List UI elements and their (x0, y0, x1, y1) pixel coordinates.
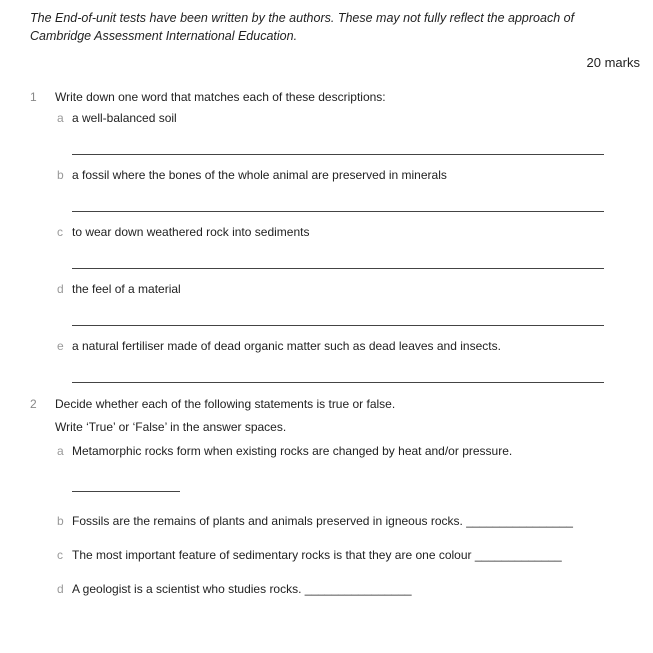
part-text: a fossil where the bones of the whole animal are preserved in minerals (72, 168, 447, 182)
total-marks: 20 marks (586, 55, 640, 70)
part-label: c (57, 548, 63, 562)
part-text: Fossils are the remains of plants and animals preserved in igneous rocks. ________________ (72, 514, 573, 528)
part-label: b (57, 514, 64, 528)
question-2-instruction: Write ‘True’ or ‘False’ in the answer spaces. (55, 420, 287, 434)
disclaimer-line-2: Cambridge Assessment International Education. (30, 29, 298, 43)
part-text: A geologist is a scientist who studies rocks. ________________ (72, 582, 412, 596)
question-2-text: Decide whether each of the following statements is true or false. (55, 397, 396, 411)
part-label: c (57, 225, 63, 239)
part-text: a well-balanced soil (72, 111, 177, 125)
question-number: 1 (30, 90, 37, 104)
part-text: to wear down weathered rock into sediments (72, 225, 310, 239)
answer-line[interactable] (72, 211, 604, 212)
answer-line[interactable] (72, 268, 604, 269)
answer-line[interactable] (72, 382, 604, 383)
part-label: a (57, 444, 64, 458)
part-label: e (57, 339, 64, 353)
disclaimer-line-1: The End-of-unit tests have been written by the authors. These may not fully reflect the approach of (30, 11, 575, 25)
part-label: b (57, 168, 64, 182)
question-1-text: Write down one word that matches each of these descriptions: (55, 90, 386, 104)
part-text: The most important feature of sedimentary rocks is that they are one colour _____________ (72, 548, 562, 562)
part-text: a natural fertiliser made of dead organic matter such as dead leaves and insects. (72, 339, 501, 353)
part-text: Metamorphic rocks form when existing rocks are changed by heat and/or pressure. (72, 444, 513, 458)
part-text: the feel of a material (72, 282, 181, 296)
part-label: d (57, 582, 64, 596)
answer-line[interactable] (72, 491, 180, 492)
part-label: d (57, 282, 64, 296)
question-number: 2 (30, 397, 37, 411)
answer-line[interactable] (72, 325, 604, 326)
part-label: a (57, 111, 64, 125)
answer-line[interactable] (72, 154, 604, 155)
